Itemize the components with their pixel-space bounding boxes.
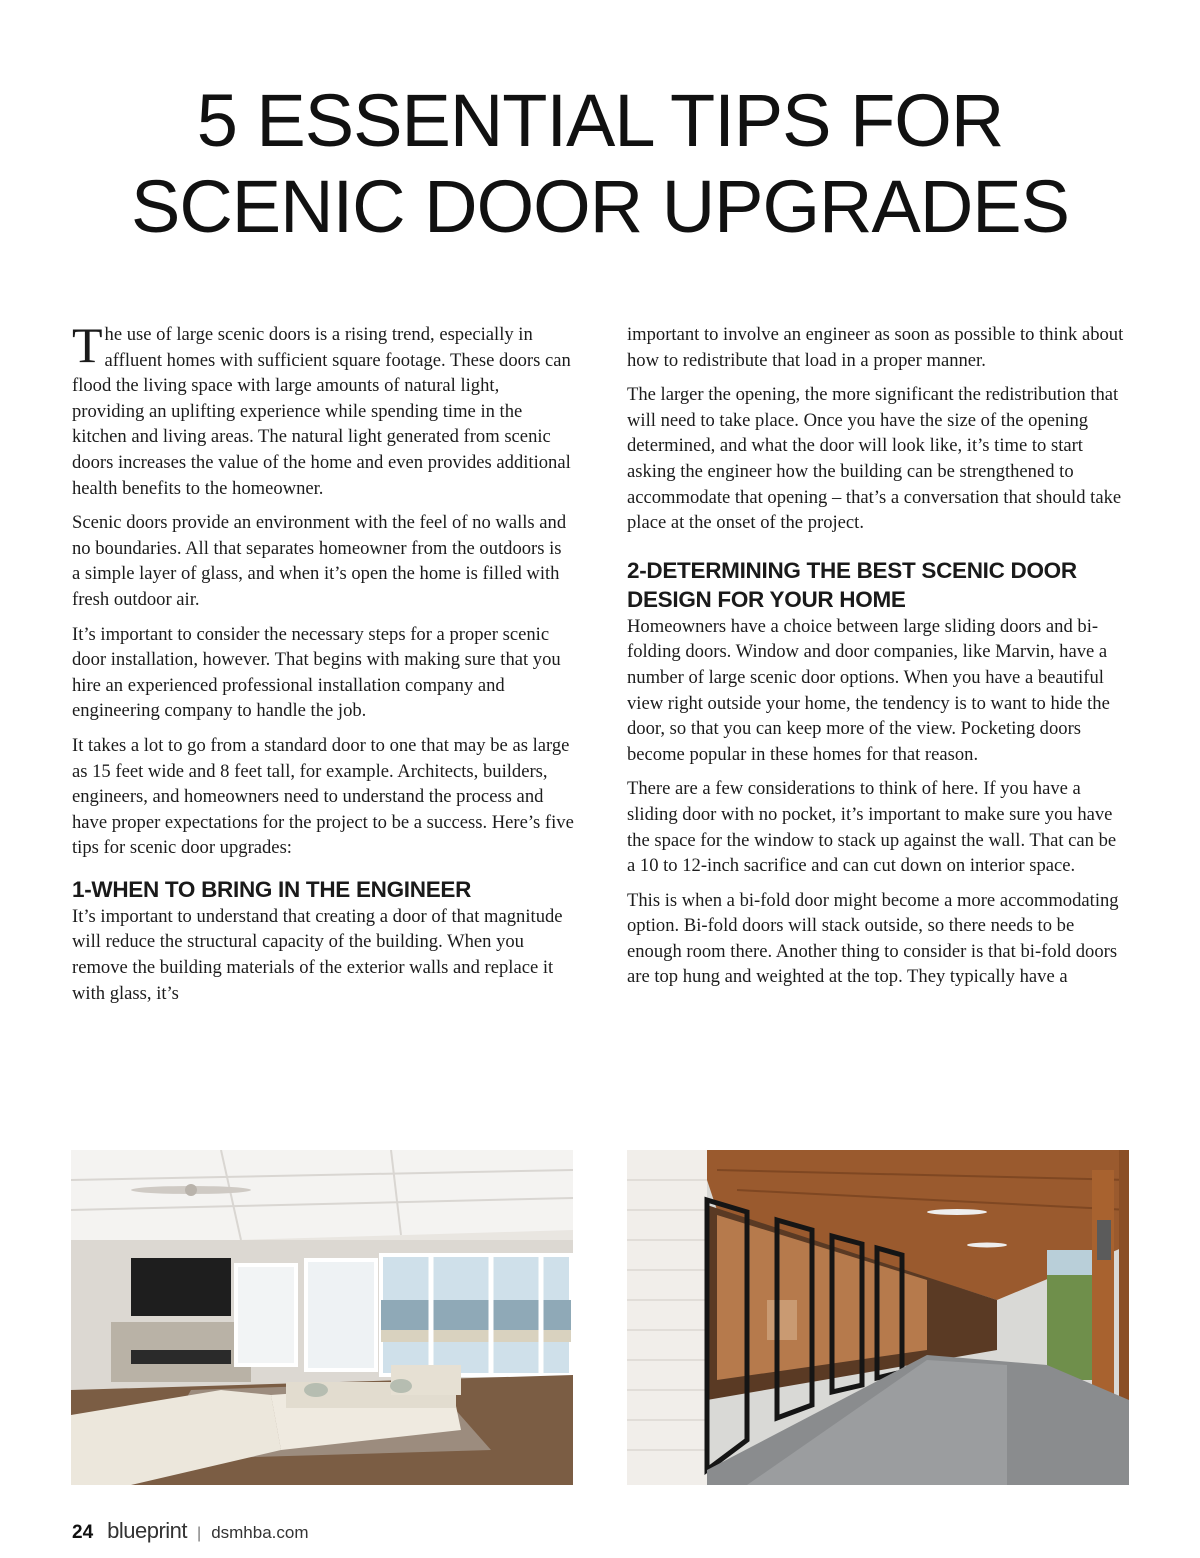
paragraph-5: It’s important to understand that creating a door of that magnitude will reduce the structural capacity of the building. When you remove the building materials of the exterior walls and replace it with glass, it’s bbox=[72, 905, 563, 1004]
paragraph-2: Scenic doors provide an environment with the feel of no walls and no boundaries. All that separates homeowner from the outdoors is a simple layer of glass, and when it’s open the home is filled with fresh outdoor air. bbox=[72, 512, 567, 610]
paragraph-3: It’s important to consider the necessary steps for a proper scenic door installation, however. That begins with making sure that you hire an experienced professional installation company and engineering company to handle the job. bbox=[72, 623, 561, 722]
paragraph-7: The larger the opening, the more significant the redistribution that will need to take place. Once you have the size of the opening determined, and what the door will look like, it’s time to start asking the engineer how the building can be strengthened to accommodate that opening – that’s a conversation that should take place at the onset of the project. bbox=[627, 384, 1122, 534]
brand-logo: blueprint bbox=[107, 1518, 188, 1543]
footer-separator: | bbox=[197, 1525, 202, 1542]
website-link[interactable]: dsmhba.com bbox=[211, 1523, 309, 1542]
title-line-1: 5 ESSENTIAL TIPS FOR bbox=[196, 79, 1004, 162]
title-line-2: SCENIC DOOR UPGRADES bbox=[130, 165, 1070, 248]
paragraph-8: Homeowners have a choice between large sliding doors and bi-folding doors. Window and door companies, like Marvin, have a number of large scenic door options. When you have a beautiful view right outside your home, the tendency is to want to hide the door, so that you can keep more of the view. Pocketing doors become popular in these homes for that reason. bbox=[627, 615, 1110, 765]
paragraph-10: This is when a bi-fold door might become a more accommodating option. Bi-fold doors will stack outside, so there needs to be enough room there. Another thing to consider is that bi-fold doors are top hung and weighted at the top. They typically have a bbox=[627, 889, 1119, 988]
drop-cap: T bbox=[72, 317, 103, 373]
section-heading-2: 2-DETERMINING THE BEST SCENIC DOOR DESIGN FOR YOUR HOME bbox=[627, 557, 1077, 612]
intro-paragraph bbox=[72, 317, 574, 501]
paragraph-9: There are a few considerations to think of here. If you have a sliding door with no pocket, it’s important to make sure you have the space for the window to stack up against the wall. That can be a 10 to 12-inch sacrifice and can cut down on interior space. bbox=[627, 778, 1117, 877]
intro-text: he use of large scenic doors is a rising trend, especially in affluent homes with sufficient square footage. These doors can flood the living space with large amounts of natural light, providing an uplifting experience while spending time in the kitchen and living areas. The natural light generated from scenic doors increases the value of the home and even provides additional health benefits to the homeowner. bbox=[72, 324, 571, 499]
living-room-illustration bbox=[71, 1150, 573, 1485]
living-room-photo bbox=[71, 1150, 573, 1485]
article-column-left bbox=[72, 317, 574, 1015]
paragraph-4: It takes a lot to go from a standard door to one that may be as large as 15 feet wide and 8 feet tall, for example. Architects, builders, engineers, and homeowners need to understand the process and have proper expectations for the project to be a success. Here’s five tips for scenic door upgrades: bbox=[72, 734, 574, 859]
article-column-right bbox=[627, 322, 1129, 999]
page-number: 24 bbox=[72, 1522, 94, 1543]
page-title bbox=[0, 78, 1200, 250]
section-heading-1: 1-WHEN TO BRING IN THE ENGINEER bbox=[72, 876, 472, 902]
porch-illustration bbox=[627, 1150, 1129, 1485]
porch-photo bbox=[627, 1150, 1129, 1485]
page-footer bbox=[72, 1518, 309, 1548]
paragraph-6: important to involve an engineer as soon as possible to think about how to redistribute that load in a proper manner. bbox=[627, 324, 1124, 371]
